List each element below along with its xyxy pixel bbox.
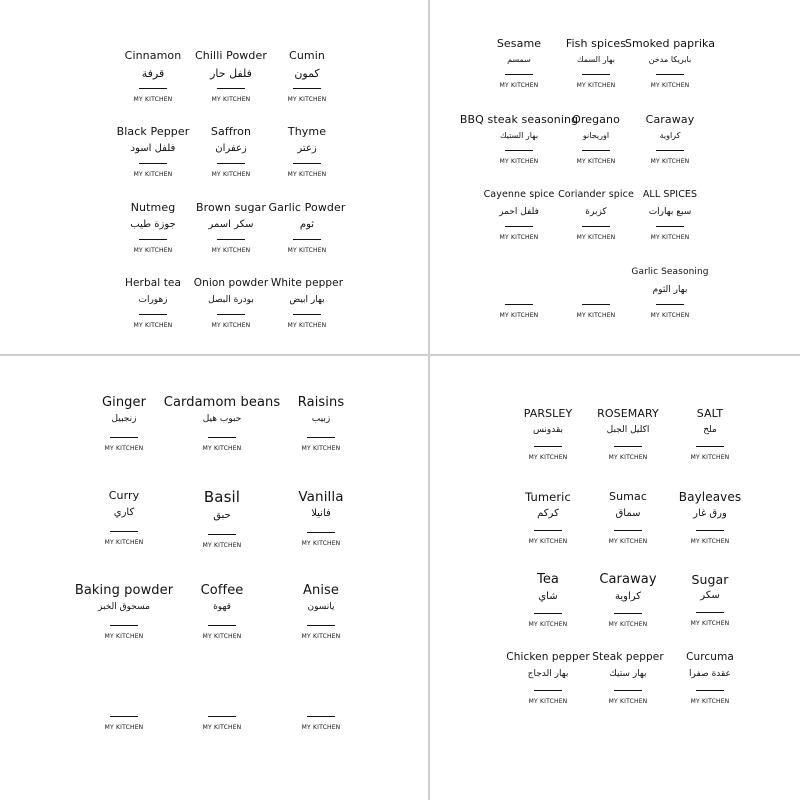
label-brand-text: MY KITCHEN bbox=[104, 444, 144, 452]
label-brand-text: MY KITCHEN bbox=[576, 82, 616, 89]
spice-label bbox=[479, 38, 559, 104]
label-arabic-name: زبيب bbox=[311, 413, 331, 424]
label-english-name: Baking powder bbox=[74, 583, 174, 598]
label-brand-text: MY KITCHEN bbox=[202, 724, 242, 731]
label-english-name: Garlic Seasoning bbox=[631, 267, 709, 277]
label-divider-line bbox=[293, 239, 321, 240]
label-brand-text: MY KITCHEN bbox=[528, 698, 568, 705]
label-brand-text: MY KITCHEN bbox=[301, 724, 341, 731]
spice-label bbox=[163, 395, 281, 474]
label-divider-line bbox=[110, 437, 138, 438]
label-brand-text: MY KITCHEN bbox=[202, 541, 242, 549]
label-english-name: Cumin bbox=[289, 49, 325, 62]
spice-label bbox=[273, 490, 369, 568]
vertical-divider bbox=[428, 0, 430, 800]
label-divider-line bbox=[656, 74, 684, 75]
label-divider-line bbox=[656, 304, 684, 305]
label-arabic-name: جوزة طيب bbox=[130, 219, 176, 230]
label-arabic-name: فلفل حار bbox=[210, 67, 252, 80]
label-divider-line bbox=[505, 150, 533, 151]
spice-label bbox=[624, 37, 716, 104]
spice-label bbox=[76, 490, 172, 568]
label-divider-line bbox=[139, 314, 167, 315]
label-brand-text: MY KITCHEN bbox=[133, 322, 173, 329]
label-arabic-name: بهار السمك bbox=[577, 55, 615, 64]
label-english-name: Sesame bbox=[496, 37, 542, 50]
label-english-name: Cayenne spice bbox=[483, 189, 555, 200]
label-brand-text: MY KITCHEN bbox=[608, 538, 648, 545]
label-brand-text: MY KITCHEN bbox=[608, 454, 648, 461]
label-brand-text: MY KITCHEN bbox=[287, 247, 327, 254]
spice-label bbox=[76, 584, 172, 662]
spice-label bbox=[193, 50, 269, 116]
label-divider-line bbox=[534, 690, 562, 691]
spice-label bbox=[506, 573, 590, 645]
label-divider-line bbox=[505, 304, 533, 305]
label-brand-text: MY KITCHEN bbox=[690, 454, 730, 461]
label-english-name: Sugar bbox=[691, 572, 729, 587]
label-arabic-name: يانسون bbox=[307, 601, 335, 612]
label-divider-line bbox=[293, 314, 321, 315]
label-arabic-name: ملح bbox=[703, 425, 717, 435]
spice-label bbox=[269, 202, 345, 268]
label-brand-text: MY KITCHEN bbox=[690, 620, 730, 628]
label-english-name: Smoked paprika bbox=[624, 37, 716, 50]
label-arabic-name: زنجبيل bbox=[111, 413, 137, 424]
label-arabic-name: بقدونس bbox=[532, 425, 564, 435]
spice-label bbox=[174, 490, 270, 568]
label-brand-text: MY KITCHEN bbox=[133, 96, 173, 104]
label-english-name: Tea bbox=[537, 572, 559, 587]
label-brand-text: MY KITCHEN bbox=[133, 247, 173, 254]
spice-label bbox=[115, 50, 191, 116]
spice-label bbox=[273, 396, 369, 474]
label-english-name: Ginger bbox=[101, 395, 147, 410]
label-brand-text: MY KITCHEN bbox=[576, 158, 616, 165]
spice-label bbox=[668, 652, 752, 724]
label-divider-line bbox=[307, 716, 335, 717]
label-arabic-name: قهوة bbox=[213, 601, 231, 612]
label-english-name: ROSEMARY bbox=[597, 407, 659, 420]
label-brand-text: MY KITCHEN bbox=[576, 312, 616, 319]
label-english-name: Caraway bbox=[645, 113, 695, 126]
spice-label bbox=[193, 202, 269, 268]
label-english-name: Onion powder bbox=[193, 277, 269, 289]
spice-label bbox=[479, 190, 559, 256]
label-brand-text: MY KITCHEN bbox=[211, 247, 251, 254]
spice-label bbox=[506, 408, 590, 480]
label-arabic-name: زعفران bbox=[215, 143, 247, 154]
label-brand-text: MY KITCHEN bbox=[104, 539, 144, 546]
label-brand-text: MY KITCHEN bbox=[608, 698, 648, 705]
label-arabic-name: عقدة صفرا bbox=[689, 669, 731, 679]
spice-label bbox=[193, 278, 269, 344]
label-arabic-name: بهار الستيك bbox=[499, 131, 539, 140]
label-arabic-name: حبوب هيل bbox=[202, 413, 242, 424]
label-english-name: White pepper bbox=[270, 277, 344, 289]
label-brand-text: MY KITCHEN bbox=[499, 158, 539, 165]
label-arabic-name: فلفل اسود bbox=[130, 143, 176, 154]
label-english-name: Cinnamon bbox=[124, 49, 182, 62]
label-arabic-name: مسحوق الخبز bbox=[98, 601, 150, 612]
label-brand-text: MY KITCHEN bbox=[104, 724, 144, 731]
label-divider-line bbox=[208, 534, 236, 535]
label-divider-line bbox=[696, 530, 724, 531]
spice-label bbox=[630, 268, 710, 334]
label-english-name: Vanilla bbox=[298, 489, 344, 505]
spice-label bbox=[668, 491, 752, 563]
label-arabic-name: بهار ستيك bbox=[609, 669, 647, 679]
label-arabic-name: حبق bbox=[213, 509, 231, 521]
label-divider-line bbox=[582, 304, 610, 305]
spice-label bbox=[586, 573, 670, 645]
spice-label bbox=[586, 408, 670, 480]
label-arabic-name: كزبرة bbox=[585, 207, 607, 217]
label-arabic-name: كراوية bbox=[659, 131, 681, 140]
label-english-name: SALT bbox=[696, 407, 724, 420]
label-arabic-name: فانيلا bbox=[311, 508, 331, 520]
label-brand-text: MY KITCHEN bbox=[650, 158, 690, 165]
spice-label bbox=[269, 278, 345, 344]
horizontal-divider bbox=[0, 354, 800, 356]
label-english-name: Garlic Powder bbox=[268, 201, 346, 214]
label-divider-line bbox=[696, 612, 724, 613]
label-english-name: Fish spices bbox=[565, 37, 627, 50]
label-arabic-name: سكر bbox=[700, 590, 720, 602]
label-arabic-name: زعتر bbox=[297, 143, 317, 154]
spice-label bbox=[479, 268, 559, 334]
label-arabic-name: سماق bbox=[615, 508, 641, 519]
label-brand-text: MY KITCHEN bbox=[287, 96, 327, 104]
label-english-name: Curcuma bbox=[686, 651, 734, 663]
spice-label bbox=[269, 126, 345, 192]
label-english-name: Raisins bbox=[297, 395, 345, 410]
label-arabic-name: ثوم bbox=[299, 219, 315, 230]
spice-label bbox=[586, 491, 670, 563]
label-arabic-name: بهار الدجاج bbox=[527, 669, 569, 679]
label-divider-line bbox=[139, 239, 167, 240]
label-divider-line bbox=[534, 530, 562, 531]
spice-label bbox=[556, 190, 636, 256]
label-brand-text: MY KITCHEN bbox=[133, 171, 173, 178]
label-brand-text: MY KITCHEN bbox=[211, 171, 251, 178]
spice-label bbox=[556, 114, 636, 180]
label-brand-text: MY KITCHEN bbox=[499, 312, 539, 319]
label-divider-line bbox=[208, 437, 236, 438]
label-divider-line bbox=[582, 226, 610, 227]
label-divider-line bbox=[110, 716, 138, 717]
label-arabic-name: اكليل الجبل bbox=[606, 425, 650, 435]
label-english-name: ALL SPICES bbox=[642, 189, 698, 200]
spice-label bbox=[76, 676, 172, 754]
label-arabic-name: فلفل احمر bbox=[499, 207, 539, 217]
spice-label bbox=[115, 278, 191, 344]
spice-label bbox=[459, 113, 579, 180]
label-divider-line bbox=[110, 531, 138, 532]
label-divider-line bbox=[208, 625, 236, 626]
label-english-name: Steak pepper bbox=[592, 651, 664, 663]
label-english-name: Sumac bbox=[609, 490, 647, 503]
label-divider-line bbox=[139, 88, 167, 89]
label-arabic-name: كركم bbox=[537, 508, 559, 519]
label-brand-text: MY KITCHEN bbox=[690, 698, 730, 705]
label-english-name: Thyme bbox=[287, 125, 327, 138]
spice-label bbox=[586, 652, 670, 724]
label-divider-line bbox=[307, 532, 335, 533]
label-divider-line bbox=[139, 163, 167, 164]
label-divider-line bbox=[614, 530, 642, 531]
label-brand-text: MY KITCHEN bbox=[528, 538, 568, 545]
label-english-name: Coriander spice bbox=[558, 189, 634, 200]
label-english-name: Chicken pepper bbox=[506, 651, 590, 663]
spice-label bbox=[115, 126, 191, 192]
label-divider-line bbox=[217, 88, 245, 89]
label-arabic-name: كاري bbox=[113, 507, 135, 518]
label-english-name: Anise bbox=[302, 583, 339, 598]
label-brand-text: MY KITCHEN bbox=[499, 82, 539, 89]
label-divider-line bbox=[505, 226, 533, 227]
spice-label bbox=[76, 396, 172, 474]
label-english-name: Cardamom beans bbox=[163, 395, 281, 410]
label-divider-line bbox=[656, 150, 684, 151]
label-brand-text: MY KITCHEN bbox=[528, 454, 568, 461]
spice-label bbox=[506, 491, 590, 563]
label-english-name: Herbal tea bbox=[124, 277, 182, 289]
label-english-name: Chilli Powder bbox=[195, 49, 267, 62]
label-arabic-name: كراوية bbox=[614, 590, 642, 602]
label-arabic-name: شاي bbox=[538, 590, 558, 602]
label-brand-text: MY KITCHEN bbox=[211, 322, 251, 329]
label-english-name: BBQ steak seasoning bbox=[459, 113, 579, 126]
label-divider-line bbox=[614, 690, 642, 691]
label-english-name: Saffron bbox=[210, 125, 252, 138]
label-brand-text: MY KITCHEN bbox=[301, 540, 341, 548]
spice-label bbox=[273, 584, 369, 662]
label-brand-text: MY KITCHEN bbox=[576, 234, 616, 241]
label-divider-line bbox=[614, 446, 642, 447]
spice-label bbox=[269, 50, 345, 116]
spice-label bbox=[506, 652, 590, 724]
label-english-name: Bayleaves bbox=[678, 490, 742, 504]
label-arabic-name: اوريجانو bbox=[582, 131, 610, 140]
label-english-name: Tumeric bbox=[525, 490, 571, 504]
label-divider-line bbox=[696, 446, 724, 447]
label-divider-line bbox=[614, 613, 642, 614]
label-arabic-name: سبع بهارات bbox=[648, 207, 692, 217]
spice-label bbox=[556, 268, 636, 334]
label-divider-line bbox=[656, 226, 684, 227]
label-divider-line bbox=[534, 613, 562, 614]
label-divider-line bbox=[582, 150, 610, 151]
label-english-name: Black Pepper bbox=[116, 125, 190, 138]
label-brand-text: MY KITCHEN bbox=[528, 620, 568, 628]
label-english-name: Curry bbox=[108, 489, 140, 502]
label-divider-line bbox=[293, 163, 321, 164]
label-arabic-name: بهار الثوم bbox=[652, 285, 688, 295]
label-english-name: Caraway bbox=[599, 572, 657, 587]
label-arabic-name: بابريكا مدخن bbox=[648, 55, 692, 64]
label-divider-line bbox=[217, 239, 245, 240]
label-brand-text: MY KITCHEN bbox=[104, 632, 144, 640]
label-arabic-name: بودرة البصل bbox=[208, 295, 254, 305]
label-brand-text: MY KITCHEN bbox=[202, 632, 242, 640]
label-brand-text: MY KITCHEN bbox=[287, 171, 327, 178]
label-divider-line bbox=[696, 690, 724, 691]
label-brand-text: MY KITCHEN bbox=[202, 444, 242, 452]
label-brand-text: MY KITCHEN bbox=[211, 96, 251, 104]
label-brand-text: MY KITCHEN bbox=[650, 312, 690, 319]
label-arabic-name: ورق غار bbox=[693, 508, 727, 519]
label-brand-text: MY KITCHEN bbox=[287, 322, 327, 329]
label-divider-line bbox=[217, 163, 245, 164]
label-brand-text: MY KITCHEN bbox=[301, 632, 341, 640]
spice-label bbox=[668, 573, 752, 645]
label-english-name: Brown sugar bbox=[195, 201, 267, 214]
label-arabic-name: كمون bbox=[294, 67, 320, 80]
spice-label bbox=[115, 202, 191, 268]
label-divider-line bbox=[534, 446, 562, 447]
spice-label bbox=[630, 190, 710, 256]
label-arabic-name: زهورات bbox=[138, 295, 168, 305]
label-divider-line bbox=[110, 625, 138, 626]
spice-label bbox=[174, 676, 270, 754]
label-arabic-name: قرفة bbox=[141, 67, 165, 80]
label-divider-line bbox=[208, 716, 236, 717]
label-english-name: Nutmeg bbox=[130, 201, 176, 214]
label-brand-text: MY KITCHEN bbox=[650, 82, 690, 89]
label-divider-line bbox=[307, 625, 335, 626]
label-divider-line bbox=[582, 74, 610, 75]
spice-label bbox=[273, 676, 369, 754]
label-divider-line bbox=[217, 314, 245, 315]
label-divider-line bbox=[293, 88, 321, 89]
label-brand-text: MY KITCHEN bbox=[690, 538, 730, 545]
label-divider-line bbox=[505, 74, 533, 75]
label-brand-text: MY KITCHEN bbox=[301, 444, 341, 452]
label-english-name: Coffee bbox=[200, 583, 244, 598]
spice-label bbox=[174, 584, 270, 662]
label-english-name: Basil bbox=[203, 488, 241, 506]
spice-label bbox=[668, 408, 752, 480]
spice-label bbox=[630, 114, 710, 180]
label-brand-text: MY KITCHEN bbox=[608, 620, 648, 628]
label-arabic-name: بهار ابيض bbox=[289, 295, 325, 305]
label-english-name: PARSLEY bbox=[523, 407, 573, 420]
label-arabic-name: سكر اسمر bbox=[208, 219, 254, 230]
label-brand-text: MY KITCHEN bbox=[650, 234, 690, 241]
spice-label bbox=[193, 126, 269, 192]
label-brand-text: MY KITCHEN bbox=[499, 234, 539, 241]
label-arabic-name: سمسم bbox=[507, 55, 531, 64]
label-divider-line bbox=[307, 437, 335, 438]
label-english-name: Oregano bbox=[572, 113, 620, 126]
